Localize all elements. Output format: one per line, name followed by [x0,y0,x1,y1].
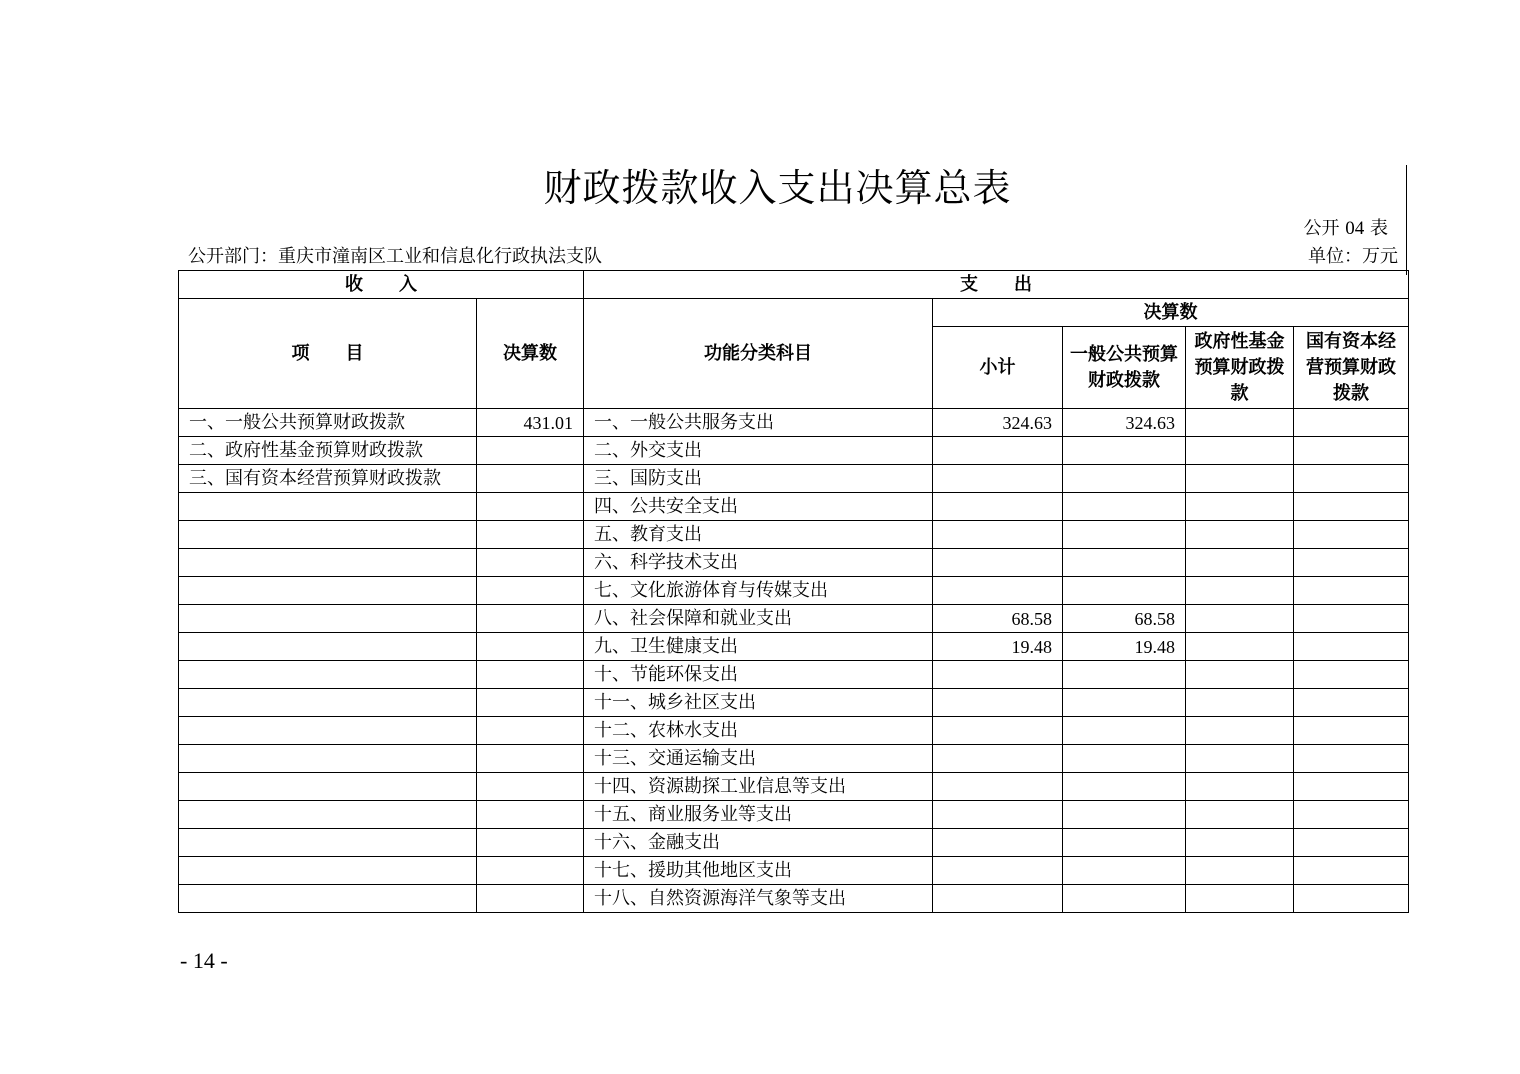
income-item-cell [179,493,477,521]
income-item-cell [179,829,477,857]
form-number-suffix: 表 [1370,218,1388,239]
income-item-cell [179,801,477,829]
gov-fund-cell [1186,437,1294,465]
subtotal-cell [933,829,1063,857]
table-row [179,885,1409,913]
table-row [179,465,1409,493]
general-public-cell [1063,437,1186,465]
income-amount-cell [477,549,584,577]
gov-fund-header: 政府性基金预算财政拨款 [1186,327,1294,409]
form-number-prefix: 公开 [1303,218,1340,239]
gov-fund-cell [1186,689,1294,717]
category-cell: 八、社会保障和就业支出 [584,605,933,633]
general-public-cell [1063,745,1186,773]
subtotal-cell: 324.63 [933,409,1063,437]
state-capital-header: 国有资本经营预算财政拨款 [1294,327,1409,409]
general-public-cell [1063,773,1186,801]
table-row [179,857,1409,885]
income-item-cell [179,605,477,633]
table-row [179,521,1409,549]
category-cell: 五、教育支出 [584,521,933,549]
table-row [179,661,1409,689]
gov-fund-cell [1186,605,1294,633]
subtotal-cell [933,857,1063,885]
table-row [179,773,1409,801]
general-public-header: 一般公共预算财政拨款 [1063,327,1186,409]
state-capital-cell [1294,829,1409,857]
general-public-cell [1063,829,1186,857]
subtotal-cell [933,549,1063,577]
income-item-cell [179,745,477,773]
category-cell: 九、卫生健康支出 [584,633,933,661]
category-cell: 三、国防支出 [584,465,933,493]
page-title: 财政拨款收入支出决算总表 [543,166,1012,210]
category-cell: 十四、资源勘探工业信息等支出 [584,773,933,801]
income-item-cell: 一、一般公共预算财政拨款 [179,409,477,437]
income-item-cell [179,857,477,885]
income-amount-cell [477,633,584,661]
subtotal-cell [933,801,1063,829]
income-amount-cell [477,801,584,829]
gov-fund-cell [1186,465,1294,493]
state-capital-cell [1294,409,1409,437]
general-public-cell: 324.63 [1063,409,1186,437]
subtotal-cell [933,437,1063,465]
subtotal-cell [933,661,1063,689]
income-amount-cell [477,745,584,773]
state-capital-cell [1294,857,1409,885]
category-cell: 四、公共安全支出 [584,493,933,521]
income-item-cell [179,773,477,801]
general-public-cell [1063,885,1186,913]
gov-fund-cell [1186,521,1294,549]
income-amount-cell: 431.01 [477,409,584,437]
table-row [179,829,1409,857]
income-amount-cell [477,661,584,689]
table-row [179,745,1409,773]
general-public-cell [1063,521,1186,549]
income-amount-cell [477,605,584,633]
state-capital-cell [1294,633,1409,661]
category-cell: 十六、金融支出 [584,829,933,857]
gov-fund-cell [1186,493,1294,521]
income-item-cell [179,717,477,745]
general-public-cell: 19.48 [1063,633,1186,661]
category-cell: 十、节能环保支出 [584,661,933,689]
general-public-cell: 68.58 [1063,605,1186,633]
income-amount-cell [477,493,584,521]
state-capital-cell [1294,521,1409,549]
category-cell: 一、一般公共服务支出 [584,409,933,437]
income-item-cell [179,521,477,549]
subtotal-cell [933,493,1063,521]
gov-fund-cell [1186,829,1294,857]
general-public-cell [1063,857,1186,885]
table-row [179,493,1409,521]
table-row [179,549,1409,577]
state-capital-cell [1294,437,1409,465]
subtotal-cell: 19.48 [933,633,1063,661]
gov-fund-cell [1186,857,1294,885]
income-amount-cell [477,829,584,857]
income-item-cell [179,661,477,689]
category-cell: 十七、援助其他地区支出 [584,857,933,885]
gov-fund-cell [1186,409,1294,437]
table-row [179,689,1409,717]
state-capital-cell [1294,773,1409,801]
form-number-value: 04 [1345,218,1365,239]
item-header: 项 目 [179,299,477,409]
gov-fund-cell [1186,661,1294,689]
income-amount-cell [477,689,584,717]
gov-fund-cell [1186,577,1294,605]
income-item-cell [179,689,477,717]
table-row [179,633,1409,661]
income-item-cell [179,633,477,661]
subtotal-cell [933,717,1063,745]
final-amount-group-header: 决算数 [933,299,1409,327]
general-public-cell [1063,717,1186,745]
gov-fund-cell [1186,745,1294,773]
table-row [179,717,1409,745]
subtotal-cell [933,465,1063,493]
state-capital-cell [1294,577,1409,605]
gov-fund-cell [1186,633,1294,661]
gov-fund-cell [1186,717,1294,745]
table-row [179,437,1409,465]
category-cell: 二、外交支出 [584,437,933,465]
category-cell: 十五、商业服务业等支出 [584,801,933,829]
income-amount-cell [477,857,584,885]
budget-table [178,270,1409,913]
income-amount-cell [477,885,584,913]
subtotal-header: 小计 [933,327,1063,409]
category-cell: 七、文化旅游体育与传媒支出 [584,577,933,605]
general-public-cell [1063,577,1186,605]
category-cell: 十一、城乡社区支出 [584,689,933,717]
gov-fund-cell [1186,885,1294,913]
subtotal-cell [933,773,1063,801]
category-cell: 十三、交通运输支出 [584,745,933,773]
income-amount-cell [477,521,584,549]
state-capital-cell [1294,661,1409,689]
gov-fund-cell [1186,549,1294,577]
unit-label: 单位：万元 [1308,246,1398,267]
income-amount-cell [477,465,584,493]
page-number: - 14 - [180,948,228,973]
state-capital-cell [1294,605,1409,633]
table-row [179,605,1409,633]
general-public-cell [1063,689,1186,717]
subtotal-cell [933,689,1063,717]
table-row [179,801,1409,829]
state-capital-cell [1294,689,1409,717]
general-public-cell [1063,801,1186,829]
income-item-cell [179,549,477,577]
state-capital-cell [1294,549,1409,577]
income-item-cell [179,885,477,913]
category-cell: 十二、农林水支出 [584,717,933,745]
department-label: 公开部门：重庆市潼南区工业和信息化行政执法支队 [188,246,602,267]
gov-fund-cell [1186,773,1294,801]
subtotal-cell: 68.58 [933,605,1063,633]
subtotal-cell [933,885,1063,913]
subtotal-cell [933,577,1063,605]
state-capital-cell [1294,745,1409,773]
category-cell: 十八、自然资源海洋气象等支出 [584,885,933,913]
general-public-cell [1063,549,1186,577]
gov-fund-cell [1186,801,1294,829]
category-cell: 六、科学技术支出 [584,549,933,577]
subtotal-cell [933,745,1063,773]
state-capital-cell [1294,717,1409,745]
table-row [179,409,1409,437]
income-item-cell [179,577,477,605]
state-capital-cell [1294,493,1409,521]
general-public-cell [1063,661,1186,689]
form-number [1304,216,1388,242]
income-amount-cell [477,773,584,801]
income-item-cell: 三、国有资本经营预算财政拨款 [179,465,477,493]
table-row [179,577,1409,605]
subtotal-cell [933,521,1063,549]
income-amount-cell [477,577,584,605]
state-capital-cell [1294,801,1409,829]
expense-header: 支 出 [584,271,1409,299]
income-item-cell: 二、政府性基金预算财政拨款 [179,437,477,465]
income-header: 收 入 [179,271,584,299]
state-capital-cell [1294,885,1409,913]
final-amount-header: 决算数 [477,299,584,409]
income-amount-cell [477,437,584,465]
func-category-header: 功能分类科目 [584,299,933,409]
state-capital-cell [1294,465,1409,493]
general-public-cell [1063,493,1186,521]
general-public-cell [1063,465,1186,493]
income-amount-cell [477,717,584,745]
